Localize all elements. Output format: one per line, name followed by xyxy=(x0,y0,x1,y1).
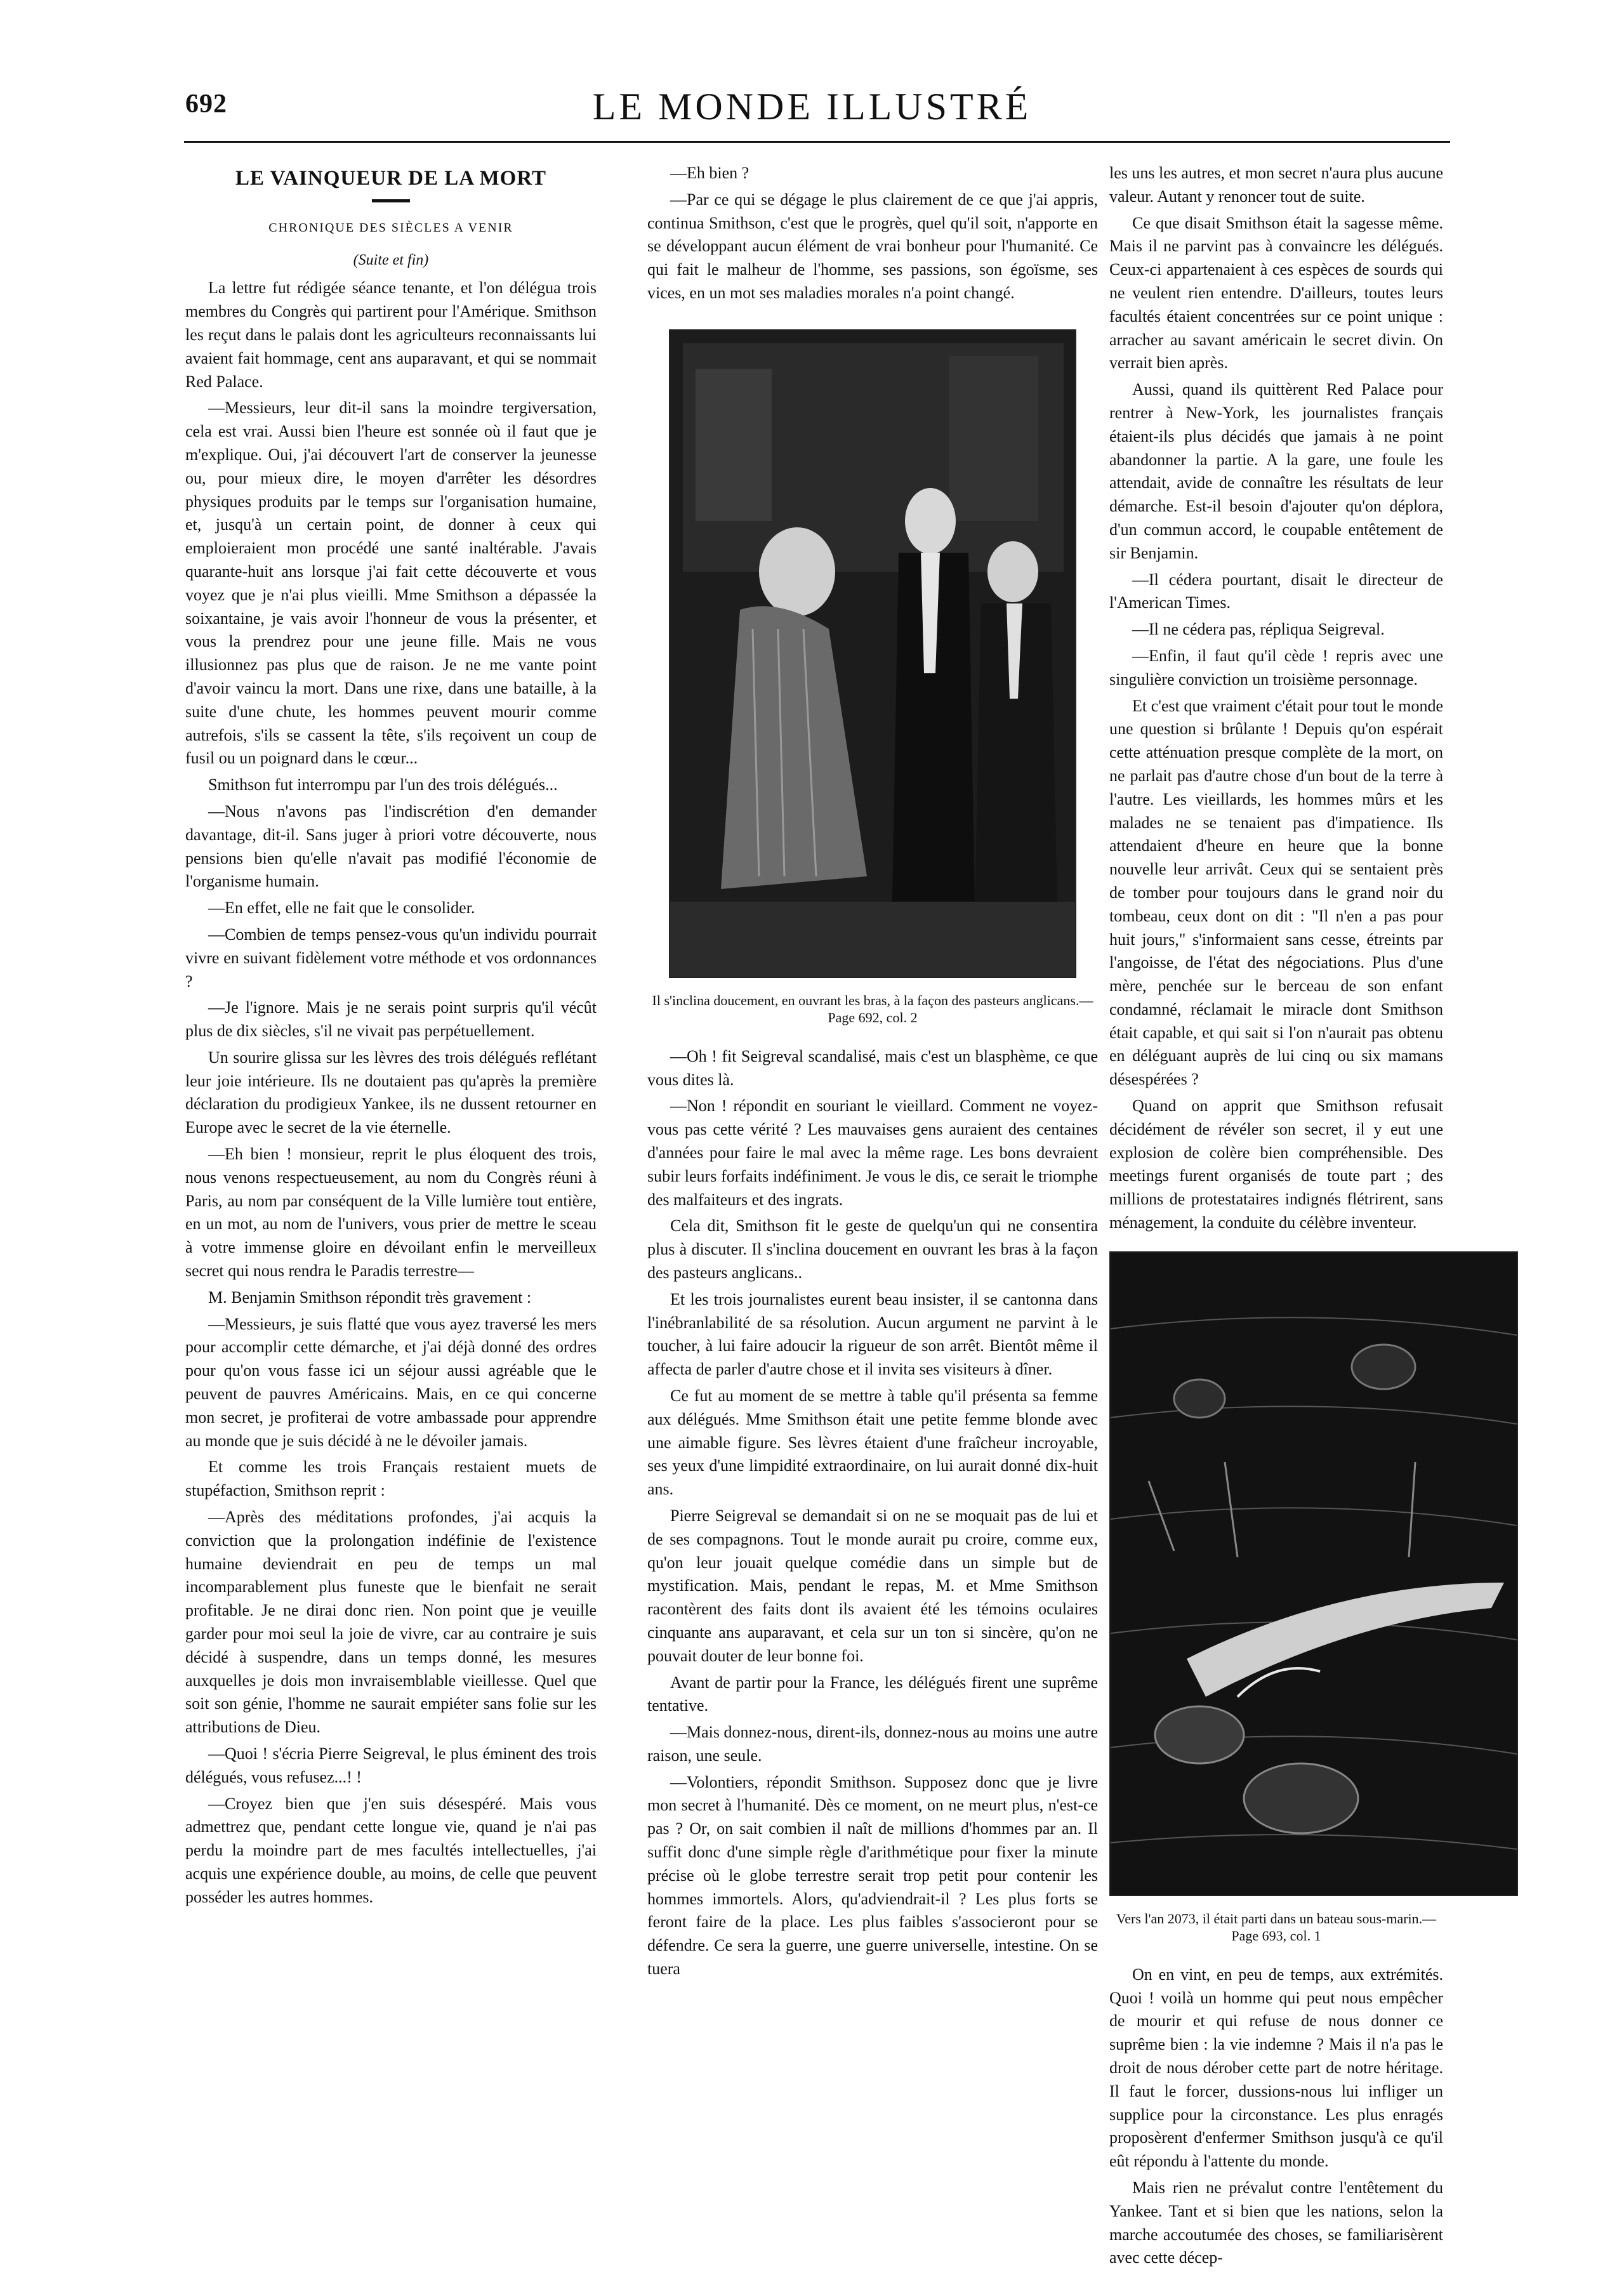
paragraph: —Il cédera pourtant, disait le directeur de l'American Times. xyxy=(1109,570,1443,612)
paragraph: M. Benjamin Smithson répondit très gravement : xyxy=(208,1288,532,1307)
paragraph: —Eh bien ! monsieur, reprit le plus éloquent des trois, nous venons respectueusement, au nom du Congrès réuni à Paris, au nom par conséquent de la Ville lumière tout entière, en un mot, au nom de l'univers, vous prier de mettre le sceau à votre immense gloire en dévoilant enfin le merveilleux secret qui nous rendra le Paradis terrestre— xyxy=(185,1145,597,1281)
paragraph: Aussi, quand ils quittèrent Red Palace pour rentrer à New-York, les journalistes français étaient-ils plus décidés que jamais à ne point abandonner la partie. A la gare, une foule les attendait, avide de connaître les résultats de leur démarche. Est-il besoin d'ajouter qu'on déplora, d'un commun accord, le coupable entêtement de sir Benjamin. xyxy=(1109,380,1443,562)
paragraph: La lettre fut rédigée séance tenante, et l'on délégua trois membres du Congrès qui partirent pour l'Amérique. Smithson les reçut dans le palais dont les agriculteurs reconnaissants lui avaient fait hommage, cent ans auparavant, et qui se nommait Red Palace. xyxy=(185,279,597,391)
column-3 xyxy=(1109,162,1443,2273)
illustration-submarine xyxy=(1109,1251,1518,1896)
paragraph: On en vint, en peu de temps, aux extrémités. Quoi ! voilà un homme qui peut nous empêcher de mourir et qui refuse de nous donner ce suprême bien : la vie indemne ? Mais il n'a pas le droit de nous dérober cette part de notre héritage. Il faut le forcer, dussions-nous lui infliger un supplice pour la circonstance. Les plus enragés proposèrent d'enfermer Smithson jusqu'à ce qu'il eût répondu à l'attente du monde. xyxy=(1109,1965,1443,2171)
paragraph: Ce fut au moment de se mettre à table qu'il présenta sa femme aux délégués. Mme Smithson était une petite femme blonde avec une aimable figure. Ses lèvres étaient d'une fraîcheur incroyable, ses yeux d'une limpidité extraordinaire, on lui aurait donné dix-huit ans. xyxy=(647,1386,1098,1499)
paragraph: Et les trois journalistes eurent beau insister, il se cantonna dans l'inébranlabilité de sa résolution. Aucun argument ne parvint à le toucher, à lui faire adoucir la rigueur de son arrêt. Bientôt même il affecta de parler d'autre chose et il invita ses visiteurs à dîner. xyxy=(647,1289,1098,1379)
paragraph: —Croyez bien que j'en suis désespéré. Mais vous admettrez que, pendant cette longue vie, quand je n'ai pas perdu la moindre part de mes facultés intellectuelles, j'ai acquis une expérience double, au moins, de celle que peuvent posséder les autres hommes. xyxy=(185,1794,597,1906)
paragraph: Pierre Seigreval se demandait si on ne se moquait pas de lui et de ses compagnons. Tout le monde aurait pu croire, comme eux, qu'on leur jouait quelque comédie dans un simple but de mystification. Mais, pendant le repas, M. et Mme Smithson racontèrent des faits dont ils avaient été les témoins oculaires cinquante ans auparavant, et cela sur un ton si sincère, qu'on ne pouvait douter de leur bonne foi. xyxy=(647,1506,1098,1665)
illustration-caption: Vers l'an 2073, il était parti dans un bateau sous-marin.—Page 693, col. 1 xyxy=(1116,1910,1437,1944)
paragraph: Mais rien ne prévalut contre l'entêtement du Yankee. Tant et si bien que les nations, selon la marche accoutumée des choses, se familiarisèrent avec cette décep- xyxy=(1109,2178,1443,2267)
illustration-smithson-bowing xyxy=(669,329,1076,978)
paragraph: Et comme les trois Français restaient muets de stupéfaction, Smithson reprit : xyxy=(185,1458,597,1500)
paragraph: —Il ne cédera pas, répliqua Seigreval. xyxy=(1132,620,1385,639)
paragraph: —Enfin, il faut qu'il cède ! repris avec une singulière conviction un troisième personnage. xyxy=(1109,646,1443,688)
paragraph: les uns les autres, et mon secret n'aura plus aucune valeur. Autant y renoncer tout de suite. xyxy=(1109,164,1443,206)
paragraph: —Quoi ! s'écria Pierre Seigreval, le plus éminent des trois délégués, vous refusez...! ! xyxy=(185,1744,597,1786)
paragraph: Un sourire glissa sur les lèvres des trois délégués reflétant leur joie intérieure. Ils ne doutaient pas qu'après la première déclaration du prodigieux Yankee, ils ne dussent retourner en Europe avec le secret de la vie éternelle. xyxy=(185,1048,597,1137)
paragraph: —Je l'ignore. Mais je ne serais point surpris qu'il vécût plus de dix siècles, s'il ne vivait pas perpétuellement. xyxy=(185,998,597,1041)
title-divider xyxy=(372,199,410,202)
paragraph: —Eh bien ? xyxy=(670,164,749,182)
paragraph: Ce que disait Smithson était la sagesse même. Mais il ne parvint pas à convaincre les délégués. Ceux-ci appartenaient à ces espèces de sourds qui ne veulent rien entendre. D'ailleurs, toutes leurs facultés étaient concentrées sur ce point unique : arracher au savant américain le secret divin. On verrait bien après. xyxy=(1109,213,1443,372)
article-subtitle: CHRONIQUE DES SIÈCLES A VENIR xyxy=(268,220,513,235)
paragraph: Et c'est que vraiment c'était pour tout le monde une question si brûlante ! Depuis qu'on espérait cette atténuation presque complète de la mort, on ne parlait pas d'autre chose d'un bout de la terre à l'autre. Les vieillards, les hommes mûrs et les malades ne se tenaient pas d'impatience. Ils attendaient d'heure en heure que la bonne nouvelle leur arrivât. Ceux qui se sentaient près de tomber pour toujours dans le grand noir du tombeau, ceux dont on dit : "Il n'en a pas pour huit jours," s'informaient sans cesse, étreints par l'angoisse, de l'état des négociations. Plus d'une mère, penchée sur le berceau de son enfant condamné, réclamait le miracle dont Smithson était capable, et qui sait si l'on n'aurait pas obtenu en déléguant auprès de lui cinq ou six mamans désespérées ? xyxy=(1109,696,1443,1089)
column-2 xyxy=(647,162,1098,1984)
paragraph: Cela dit, Smithson fit le geste de quelqu'un qui ne consentira plus à discuter. Il s'inclina doucement en ouvrant les bras à la façon des pasteurs anglicans.. xyxy=(647,1216,1098,1282)
paragraph: —Messieurs, leur dit-il sans la moindre tergiversation, cela est vrai. Aussi bien l'heure est sonnée où il faut que je m'explique. Oui, j'ai découvert l'art de conserver la jeunesse ou, pour mieux dire, le moyen d'arrêter les désordres physiques produits par le temps sur l'organisation humaine, et, jusqu'à un certain point, de donner à ceux qui emploieraient mon procédé une santé inaltérable. J'avais quarante-huit ans lorsque j'ai fait cette découverte et vous voyez que je n'ai plus vieilli. Mme Smithson a dépassée la soixantaine, je vais avoir l'honneur de vous la présenter, et vous la prendrez pour une jeune fille. Mais ne vous illusionnez pas plus que de raison. Je ne me vante point d'avoir vaincu la mort. Dans une rixe, dans une bataille, à la suite d'une chute, les hommes peuvent mourir comme autrefois, s'ils se cassent la tête, s'ils reçoivent un coup de fusil ou un poignard dans le cœur... xyxy=(185,399,597,768)
article-continuation: (Suite et fin) xyxy=(353,251,429,268)
column-1 xyxy=(185,162,597,1913)
paragraph: —Combien de temps pensez-vous qu'un individu pourrait vivre en suivant fidèlement votre méthode et vos ordonnances ? xyxy=(185,925,597,991)
paragraph: Avant de partir pour la France, les délégués firent une suprême tentative. xyxy=(647,1673,1098,1715)
illustration-caption: Il s'inclina doucement, en ouvrant les bras, à la façon des pasteurs anglicans.—Page 692, col. 2 xyxy=(652,992,1093,1025)
paragraph: —Par ce qui se dégage le plus clairement de ce que j'ai appris, continua Smithson, c'est que le progrès, quel qu'il soit, n'apporte en se développant aucun élément de vrai bonheur pour l'humanité. Ce qui fait le malheur de l'homme, ses passions, son égoïsme, ses vices, en un mot ses maladies morales n'a point changé. xyxy=(647,190,1098,302)
article-title: LE VAINQUEUR DE LA MORT xyxy=(235,167,547,190)
paragraph: —Messieurs, je suis flatté que vous ayez traversé les mers pour accomplir cette démarche, et j'ai déjà donné des ordres pour qu'on vous fasse ici un séjour aussi agréable que le peuvent de pauvres Américains. Mais, en ce qui concerne mon secret, je profiterai de votre ambassade pour apprendre au monde que je suis décidé à ne le dévoiler jamais. xyxy=(185,1314,597,1450)
paragraph: —Après des méditations profondes, j'ai acquis la conviction que la prolongation indéfinie de l'existence humaine deviendrait en peu de temps un mal incomparablement plus funeste que le bienfait ne serait profitable. Je ne dirai donc rien. Non point que je veuille garder pour moi seul la joie de vivre, car au contraire je suis décidé à suspendre, dans un temps donné, les mesures auxquelles je dois mon invraisemblable vieillesse. Quel que soit son génie, l'homme ne saurait empiéter sans folie sur les attributions de Dieu. xyxy=(185,1508,597,1737)
paragraph: —Nous n'avons pas l'indiscrétion d'en demander davantage, dit-il. Sans juger à priori votre découverte, nous pensions bien qu'elle n'avait pas modifié l'économie de l'organisme humain. xyxy=(185,801,597,891)
page-number: 692 xyxy=(185,89,227,119)
paragraph: Quand on apprit que Smithson refusait décidément de révéler son secret, il y eut une explosion de colère bien compréhensible. Des meetings furent organisés de toute part ; des millions de protestataires indignés flétrirent, sans ménagement, la conduite du célèbre inventeur. xyxy=(1109,1097,1443,1232)
paragraph: —Non ! répondit en souriant le vieillard. Comment ne voyez-vous pas cette vérité ? Les mauvaises gens auraient des centaines d'années pour faire le mal avec la même rage. Les bons devraient subir leurs forfaits indéfiniment. Je vous le dis, ce serait le triomphe des malfaiteurs et des ingrats. xyxy=(647,1097,1098,1209)
masthead: LE MONDE ILLUSTRÉ xyxy=(592,86,1032,128)
paragraph: —En effet, elle ne fait que le consolider. xyxy=(208,899,475,918)
paragraph: —Mais donnez-nous, dirent-ils, donnez-nous au moins une autre raison, une seule. xyxy=(647,1723,1098,1765)
header-rule xyxy=(184,141,1450,143)
paragraph: Smithson fut interrompu par l'un des trois délégués... xyxy=(208,775,558,794)
paragraph: —Oh ! fit Seigreval scandalisé, mais c'est un blasphème, ce que vous dites là. xyxy=(647,1046,1098,1089)
paragraph: —Volontiers, répondit Smithson. Supposez donc que je livre mon secret à l'humanité. Dès ce moment, on ne meurt plus, n'est-ce pas ? Or, on sait combien il naît de millions d'hommes par an. Il suffit donc d'une simple règle d'arithmétique pour fixer la minute précise où le globe terrestre serait trop petit pour contenir les hommes immortels. Alors, qu'adviendrait-il ? Les plus forts se feront faire de la place. Les plus faibles s'associeront pour se défendre. Ce sera la guerre, une guerre universelle, intestine. On se tuera xyxy=(647,1772,1098,1979)
